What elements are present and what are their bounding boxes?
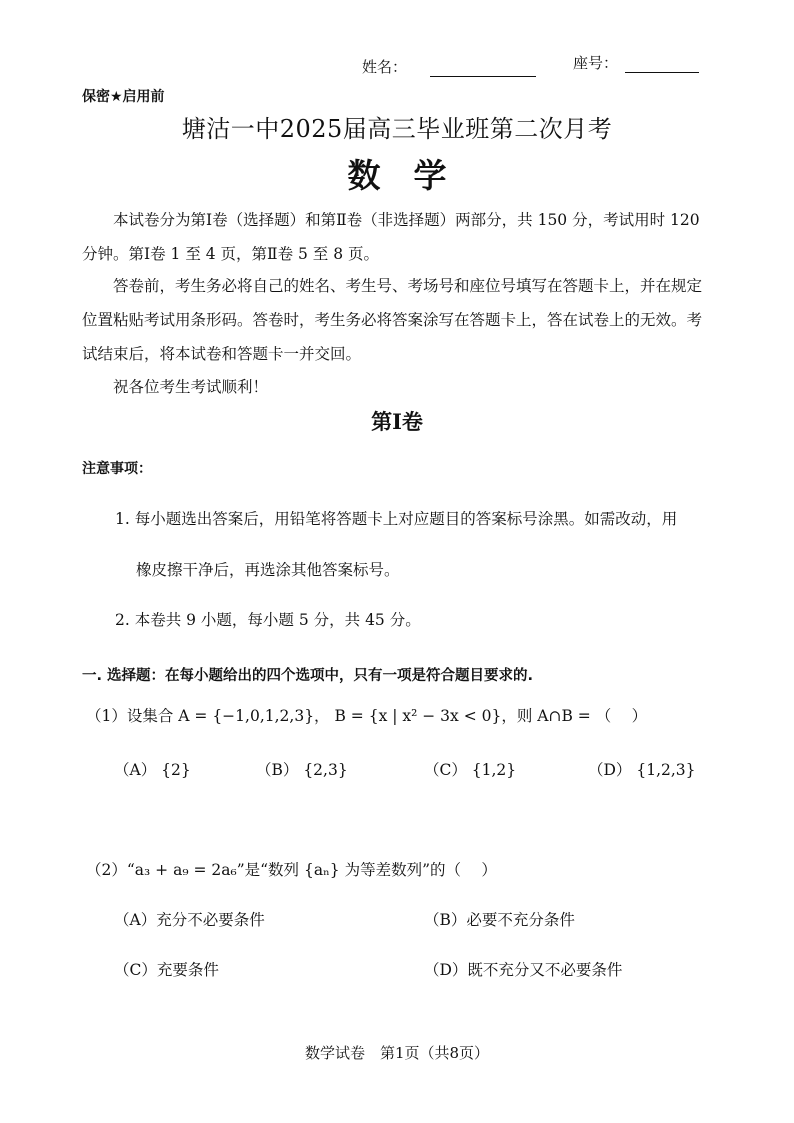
seat-label: 座号：	[573, 54, 619, 72]
name-label: 姓名：	[362, 58, 408, 76]
question-1-option-c: （C） {1,2}	[424, 761, 517, 779]
name-blank	[430, 76, 536, 77]
part-heading: 一. 选择题：在每小题给出的四个选项中，只有一项是符合题目要求的.	[82, 668, 534, 684]
question-2-option-b: （B）必要不充分条件	[424, 911, 575, 929]
seat-field	[573, 52, 699, 73]
question-2-option-a: （A）充分不必要条件	[114, 911, 265, 929]
note-1-line-2: 橡皮擦干净后，再选涂其他答案标号。	[136, 561, 400, 579]
note-2: 2. 本卷共 9 小题，每小题 5 分，共 45 分。	[115, 611, 421, 629]
question-1-option-b: （B） {2,3}	[256, 761, 348, 779]
note-1-line-1: 1. 每小题选出答案后，用铅笔将答题卡上对应题目的答案标号涂黑。如需改动，用	[115, 510, 678, 528]
intro-paragraph-3: 祝各位考生考试顺利！	[113, 378, 269, 396]
question-1-option-d: （D） {1,2,3}	[588, 761, 696, 779]
section-title: 第Ⅰ卷	[371, 409, 423, 434]
intro-paragraph-2: 答卷前，考生务必将自己的姓名、考生号、考场号和座位号填写在答题卡上，并在规定位置粘贴考试用条形码。答卷时，考生务必将答案涂写在答题卡上，答在试卷上的无效。考试结束后，将本试卷和答题卡一并交回。	[82, 277, 703, 363]
seat-blank	[625, 72, 699, 73]
question-2-option-c: （C）充要条件	[114, 961, 219, 979]
question-1-option-a: （A） {2}	[114, 761, 191, 779]
confidential-mark: 保密★启用前	[82, 89, 165, 105]
page-footer: 数学试卷 第1页（共8页）	[304, 1044, 490, 1062]
question-1-stem: （1）设集合 A = {−1,0,1,2,3}， B = {x | x² − 3x < 0}，则 A∩B = （ ）	[86, 707, 648, 725]
subject-title: 数 学	[347, 156, 447, 195]
name-field	[362, 56, 536, 77]
intro-paragraph-1: 本试卷分为第Ⅰ卷（选择题）和第Ⅱ卷（非选择题）两部分，共 150 分，考试用时 120 分钟。第Ⅰ卷 1 至 4 页，第Ⅱ卷 5 至 8 页。	[82, 211, 700, 263]
question-2-stem: （2）“a₃ + a₉ = 2a₆”是“数列 {aₙ} 为等差数列”的（ ）	[86, 861, 497, 879]
exam-title: 塘沽一中2025届高三毕业班第二次月考	[181, 115, 613, 143]
notes-title: 注意事项：	[82, 461, 152, 477]
question-2-option-d: （D）既不充分又不必要条件	[424, 961, 623, 979]
